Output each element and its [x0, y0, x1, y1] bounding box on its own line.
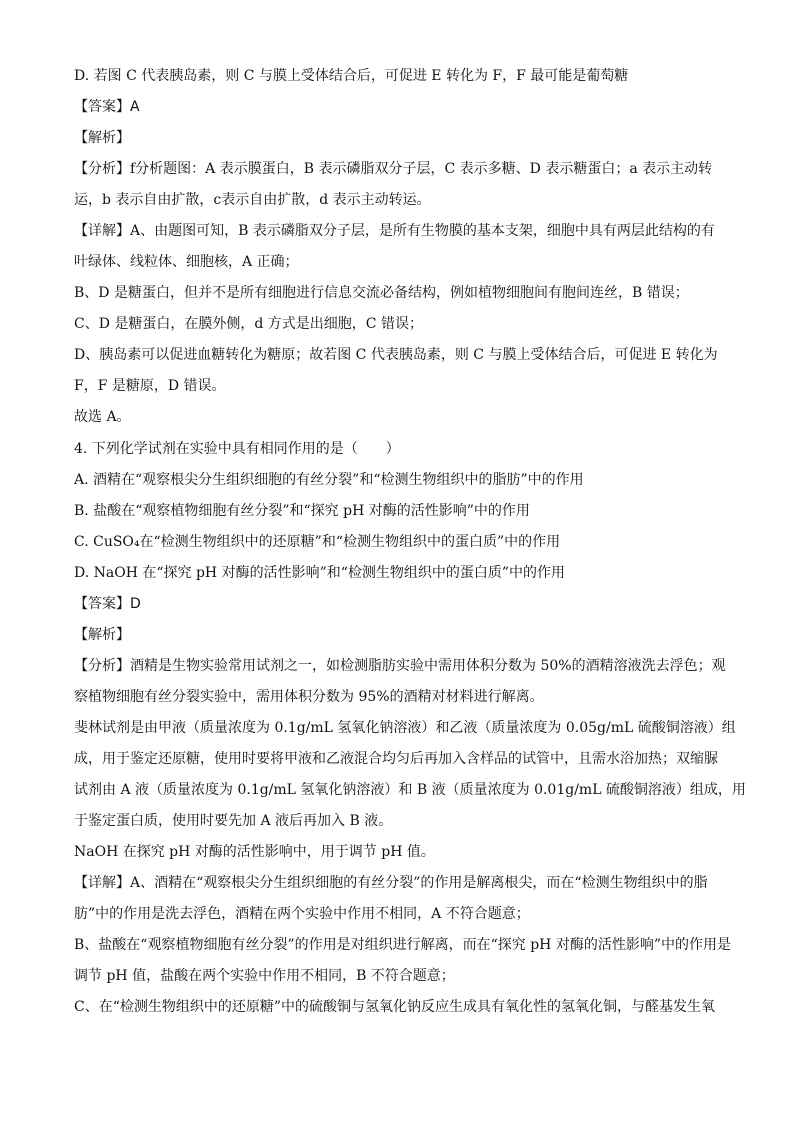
option-a: A. 酒精在“观察根尖分生组织细胞的有丝分裂”和“检测生物组织中的脂肪”中的作用 — [74, 472, 584, 488]
text-line: 叶绿体、线粒体、细胞核，A 正确； — [74, 254, 299, 270]
text-line: D、胰岛素可以促进血糖转化为糖原；故若图 C 代表胰岛素，则 C 与膜上受体结合后，可促进 E 转化为 — [74, 347, 718, 363]
text-line: F，F 是糖原，D 错误。 — [74, 378, 226, 394]
answer-label: 【答案】D — [74, 596, 141, 612]
text-line: 调节 pH 值，盐酸在两个实验中作用不相同，B 不符合题意； — [74, 968, 455, 984]
text-line: D. 若图 C 代表胰岛素，则 C 与膜上受体结合后，可促进 E 转化为 F，F 最可能是葡萄糖 — [74, 68, 629, 84]
text-line: 肪”中的作用是洗去浮色，酒精在两个实验中作用不相同，A 不符合题意； — [74, 906, 530, 922]
text-line: B、盐酸在“观察植物细胞有丝分裂”的作用是对组织进行解离，而在“探究 pH 对酶的活性影响”中的作用是 — [74, 937, 731, 953]
text-line: 试剂由 A 液（质量浓度为 0.1g/mL 氢氧化钠溶液）和 B 液（质量浓度为 0.01g/mL 硫酸铜溶液）组成，用 — [74, 782, 746, 798]
text-line: 于鉴定蛋白质，使用时要先加 A 液后再加入 B 液。 — [74, 813, 393, 829]
text-line: 【详解】A、酒精在“观察根尖分生组织细胞的有丝分裂”的作用是解离根尖，而在“检测生物组织中的脂 — [74, 875, 708, 891]
text-line: B、D 是糖蛋白，但并不是所有细胞进行信息交流必备结构，例如植物细胞间有胞间连丝，B 错误； — [74, 285, 689, 301]
option-d: D. NaOH 在“探究 pH 对酶的活性影响”和“检测生物组织中的蛋白质”中的作用 — [74, 565, 566, 581]
text-line: 成，用于鉴定还原糖，使用时要将甲液和乙液混合均匀后再加入含样品的试管中，且需水浴加热；双缩脲 — [74, 751, 718, 767]
text-line: 【分析】酒精是生物实验常用试剂之一，如检测脂肪实验中需用体积分数为 50%的酒精溶液洗去浮色；观 — [74, 658, 726, 674]
text-line: 【分析】f分析题图：A 表示膜蛋白，B 表示磷脂双分子层，C 表示多糖、D 表示糖蛋白；a 表示主动转 — [74, 161, 713, 177]
question-stem: 4. 下列化学试剂在实验中具有相同作用的是（ ） — [74, 441, 400, 457]
text-line: NaOH 在探究 pH 对酶的活性影响中，用于调节 pH 值。 — [74, 844, 435, 860]
text-line: 运，b 表示自由扩散，c表示自由扩散，d 表示主动转运。 — [74, 192, 431, 208]
text-line: C、D 是糖蛋白，在膜外侧，d 方式是出细胞，C 错误； — [74, 316, 423, 332]
option-b: B. 盐酸在“观察植物细胞有丝分裂”和“探究 pH 对酶的活性影响”中的作用 — [74, 503, 530, 519]
text-line: 斐林试剂是由甲液（质量浓度为 0.1g/mL 氢氧化钠溶液）和乙液（质量浓度为 0.05g/mL 硫酸铜溶液）组 — [74, 720, 736, 736]
text-line: C、在“检测生物组织中的还原糖”中的硫酸铜与氢氧化钠反应生成具有氧化性的氢氧化铜，与醛基发生氧 — [74, 999, 716, 1015]
analysis-heading: 【解析】 — [74, 627, 130, 643]
option-c: C. CuSO₄在“检测生物组织中的还原糖”和“检测生物组织中的蛋白质”中的作用 — [74, 534, 561, 550]
answer-label: 【答案】A — [74, 99, 140, 115]
analysis-heading: 【解析】 — [74, 130, 130, 146]
text-line: 故选 A。 — [74, 409, 131, 425]
text-line: 【详解】A、由题图可知，B 表示磷脂双分子层，是所有生物膜的基本支架，细胞中具有两层此结构的有 — [74, 223, 715, 239]
text-line: 察植物细胞有丝分裂实验中，需用体积分数为 95%的酒精对材料进行解离。 — [74, 689, 544, 705]
